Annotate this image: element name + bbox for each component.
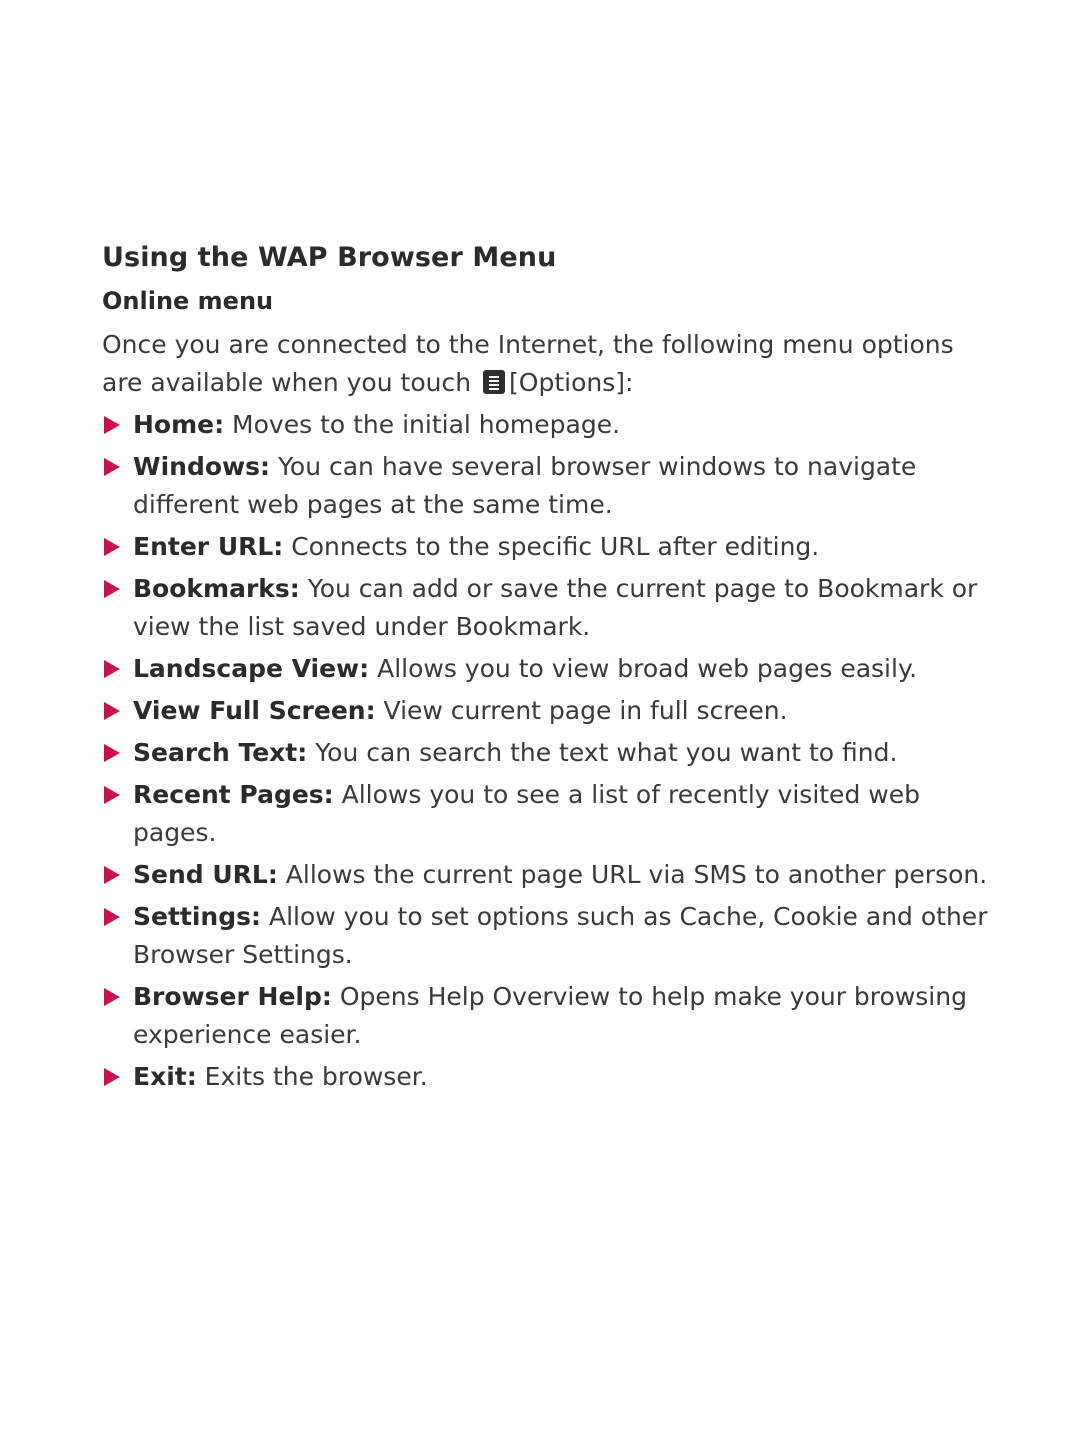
item-term: Search Text:: [133, 738, 308, 767]
list-item-enter-url: [102, 528, 1002, 566]
sub-title: Online menu: [102, 287, 274, 315]
item-description: Exits the browser.: [196, 1062, 428, 1091]
item-description: Moves to the initial homepage.: [224, 410, 621, 439]
bullet-arrow-icon: [104, 744, 120, 762]
list-item-search-text: [102, 734, 1002, 772]
list-item-settings: [102, 898, 1002, 974]
options-label: [Options]:: [509, 368, 634, 397]
item-description: You can add or save the current page to Bookmark or view the list saved under Bookmark.: [133, 574, 978, 641]
menu-options-list: [102, 406, 1002, 1096]
list-item-send-url: [102, 856, 1002, 894]
item-description: Allows you to see a list of recently visited web pages.: [133, 780, 920, 847]
item-term: Send URL:: [133, 860, 278, 889]
item-term: Bookmarks:: [133, 574, 300, 603]
item-term: Landscape View:: [133, 654, 370, 683]
item-description: Allows you to view broad web pages easily.: [369, 654, 918, 683]
menu-options-icon: [483, 370, 505, 394]
manual-page: [102, 236, 1002, 1100]
bullet-arrow-icon: [104, 786, 120, 804]
bullet-arrow-icon: [104, 580, 120, 598]
item-description: You can have several browser windows to navigate different web pages at the same time.: [133, 452, 917, 519]
item-description: Opens Help Overview to help make your browsing experience easier.: [133, 982, 967, 1049]
intro-paragraph: [102, 326, 1002, 402]
item-term: Recent Pages:: [133, 780, 334, 809]
bullet-arrow-icon: [104, 908, 120, 926]
list-item-bookmarks: [102, 570, 1002, 646]
bullet-arrow-icon: [104, 660, 120, 678]
list-item-recent-pages: [102, 776, 1002, 852]
list-item-view-full-screen: [102, 692, 1002, 730]
item-description: Allow you to set options such as Cache, Cookie and other Browser Settings.: [133, 902, 988, 969]
bullet-arrow-icon: [104, 416, 120, 434]
item-term: Exit:: [133, 1062, 197, 1091]
bullet-arrow-icon: [104, 538, 120, 556]
list-item-landscape-view: [102, 650, 1002, 688]
bullet-arrow-icon: [104, 702, 120, 720]
bullet-arrow-icon: [104, 866, 120, 884]
list-item-home: [102, 406, 1002, 444]
bullet-arrow-icon: [104, 458, 120, 476]
item-term: View Full Screen:: [133, 696, 376, 725]
list-item-windows: [102, 448, 1002, 524]
bullet-arrow-icon: [104, 988, 120, 1006]
item-description: You can search the text what you want to find.: [307, 738, 898, 767]
item-term: Enter URL:: [133, 532, 284, 561]
bullet-arrow-icon: [104, 1068, 120, 1086]
item-term: Browser Help:: [133, 982, 332, 1011]
item-term: Settings:: [133, 902, 262, 931]
item-description: Connects to the specific URL after editing.: [283, 532, 820, 561]
intro-text: Once you are connected to the Internet, the following menu options are available when you touch: [102, 330, 954, 397]
item-description: View current page in full screen.: [375, 696, 788, 725]
item-term: Windows:: [133, 452, 270, 481]
list-item-browser-help: [102, 978, 1002, 1054]
list-item-exit: [102, 1058, 1002, 1096]
item-description: Allows the current page URL via SMS to another person.: [277, 860, 988, 889]
section-title: Using the WAP Browser Menu: [102, 242, 557, 273]
item-term: Home:: [133, 410, 225, 439]
